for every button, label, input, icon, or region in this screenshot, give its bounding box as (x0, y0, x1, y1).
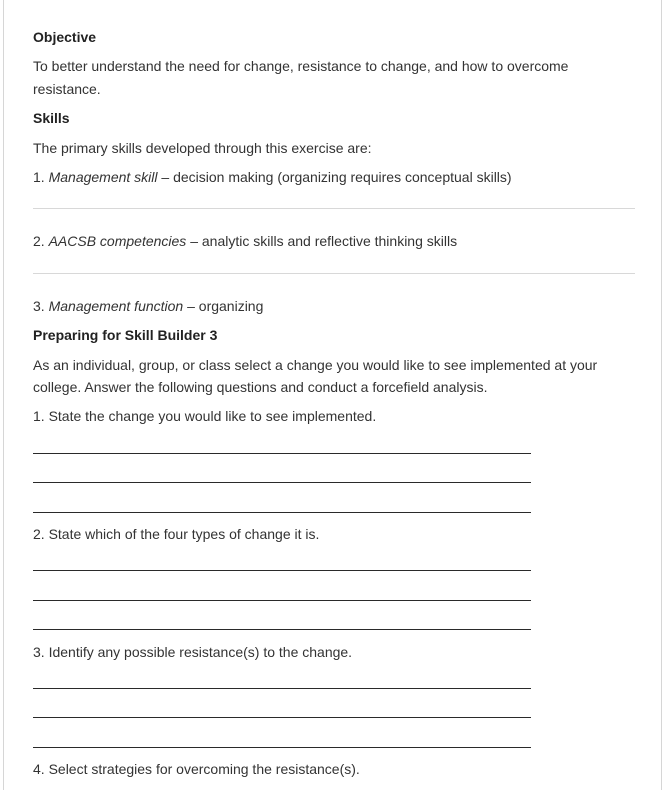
skill-item-number: 1. (33, 169, 45, 185)
divider (33, 273, 635, 274)
skill-item-term: Management function (48, 298, 184, 314)
skill-item-term: AACSB competencies (48, 233, 187, 249)
skill-item-number: 2. (33, 233, 45, 249)
preparing-text-line-2: college. Answer the following questions and conduct a forcefield analysis. (33, 379, 488, 395)
answer-line[interactable] (33, 717, 531, 718)
answer-line[interactable] (33, 453, 531, 454)
skill-item-3 (33, 295, 263, 318)
question-2: 2. State which of the four types of change it is. (33, 526, 320, 542)
question-3: 3. Identify any possible resistance(s) to the change. (33, 644, 353, 660)
skill-item-description: – analytic skills and reflective thinking skills (186, 233, 458, 249)
objective-text-line-1: To better understand the need for change, resistance to change, and how to overcome (33, 58, 569, 74)
skills-heading: Skills (33, 110, 70, 126)
question-1: 1. State the change you would like to see implemented. (33, 408, 377, 424)
answer-line[interactable] (33, 482, 531, 483)
objective-heading: Objective (33, 29, 97, 45)
skill-item-description: – decision making (organizing requires conceptual skills) (157, 169, 512, 185)
answer-line[interactable] (33, 512, 531, 513)
skills-intro: The primary skills developed through this exercise are: (33, 140, 372, 156)
answer-line[interactable] (33, 688, 531, 689)
objective-text-line-2: resistance. (33, 81, 101, 97)
skill-item-2 (33, 230, 457, 253)
question-4: 4. Select strategies for overcoming the resistance(s). (33, 761, 360, 777)
skill-item-description: – organizing (183, 298, 264, 314)
skill-item-term: Management skill (48, 169, 158, 185)
skill-item-number: 3. (33, 298, 45, 314)
skill-item-1 (33, 166, 512, 189)
divider (33, 208, 635, 209)
answer-line[interactable] (33, 629, 531, 630)
preparing-heading: Preparing for Skill Builder 3 (33, 327, 218, 343)
answer-line[interactable] (33, 600, 531, 601)
preparing-text-line-1: As an individual, group, or class select a change you would like to see implemented at your (33, 357, 598, 373)
answer-line[interactable] (33, 747, 531, 748)
answer-line[interactable] (33, 570, 531, 571)
